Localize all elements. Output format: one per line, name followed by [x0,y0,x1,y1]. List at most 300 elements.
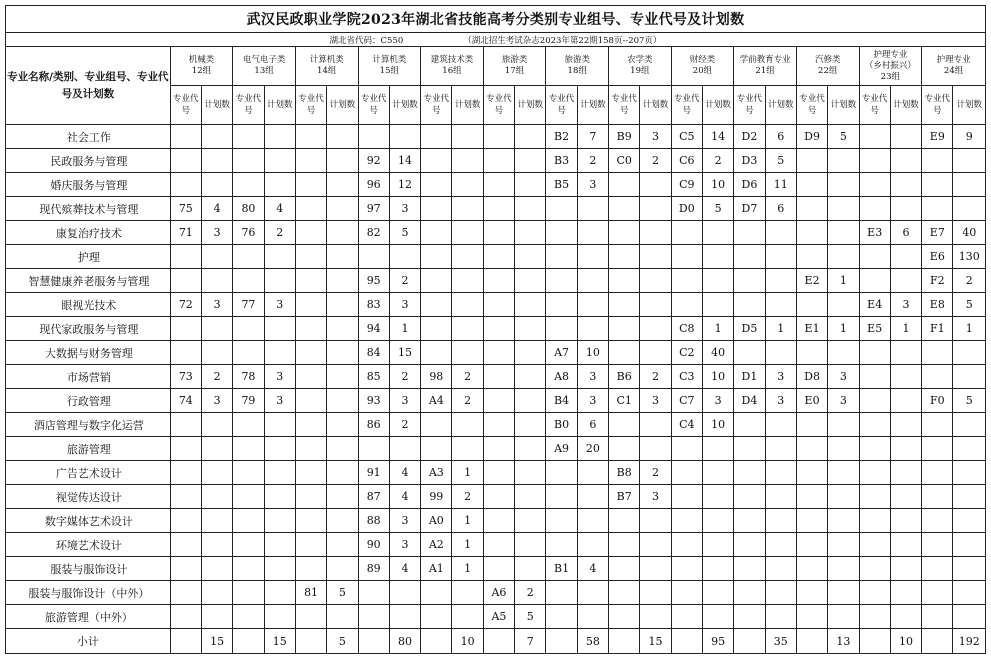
plan-count-cell [577,197,608,221]
table-row [6,341,986,365]
plan-count-cell: 12 [389,173,420,197]
plan-count-cell [765,221,796,245]
plan-count-cell [640,605,671,629]
plan-count-cell [828,437,859,461]
major-code-cell [483,437,514,461]
plan-count-cell: 7 [577,125,608,149]
major-code-cell [233,269,264,293]
major-code-cell [859,605,890,629]
major-code-cell: B1 [546,557,577,581]
plan-count-cell [327,389,358,413]
plan-count-cell [389,125,420,149]
table-row [6,461,986,485]
table-row [6,533,986,557]
code-col-header: 专业代号 [796,86,827,125]
major-code-cell [170,149,201,173]
major-code-cell [609,245,640,269]
total-label: 小计 [6,629,171,654]
major-code-cell [671,509,702,533]
plan-count-cell [515,557,546,581]
major-code-cell [671,245,702,269]
table-row [6,437,986,461]
group-header [609,47,672,86]
plan-count-cell: 2 [953,269,986,293]
table-row [6,389,986,413]
plan-count-cell [577,221,608,245]
plan-table [5,5,986,654]
major-code-cell: A0 [421,509,452,533]
major-code-cell: B7 [609,485,640,509]
major-code-cell [170,173,201,197]
plan-count-cell: 3 [201,389,232,413]
major-name: 旅游管理（中外） [6,605,171,629]
plan-count-cell [577,581,608,605]
plan-count-cell: 5 [327,581,358,605]
plan-count-cell [640,269,671,293]
major-code-cell [734,437,765,461]
plan-count-cell [264,317,295,341]
plan-count-cell [327,149,358,173]
major-code-cell [609,317,640,341]
major-code-cell [671,461,702,485]
plan-count-cell: 4 [389,557,420,581]
major-code-cell [922,557,953,581]
table-row [6,509,986,533]
major-code-cell [295,389,326,413]
major-code-cell [671,581,702,605]
major-code-cell [796,437,827,461]
major-code-cell [421,317,452,341]
plan-count-cell [515,317,546,341]
plan-count-cell [765,293,796,317]
plan-count-cell [452,317,483,341]
major-code-cell [922,365,953,389]
plan-count-cell [953,605,986,629]
group-label: 旅游类 17组 [501,55,528,76]
plan-col-header: 计划数 [828,86,859,125]
major-code-cell [796,341,827,365]
major-code-cell [295,173,326,197]
plan-count-cell: 4 [389,461,420,485]
plan-count-cell [828,509,859,533]
major-code-cell: B2 [546,125,577,149]
major-code-cell [358,581,389,605]
plan-count-cell [640,293,671,317]
plan-count-cell [828,461,859,485]
major-code-cell [421,149,452,173]
major-code-cell [796,581,827,605]
plan-count-cell [327,341,358,365]
plan-count-cell: 3 [389,293,420,317]
major-code-cell [421,293,452,317]
plan-count-cell [264,341,295,365]
major-code-cell: 85 [358,365,389,389]
page-title: 武汉民政职业学院2023年湖北省技能高考分类别专业组号、专业代号及计划数 [6,6,986,33]
plan-count-cell: 2 [577,149,608,173]
major-code-cell [734,581,765,605]
major-code-cell [734,245,765,269]
province-code: 湖北省代码：C550 [329,35,404,46]
major-code-cell [295,125,326,149]
major-code-cell [295,269,326,293]
group-header [859,47,922,86]
major-code-cell [796,461,827,485]
major-code-cell [233,317,264,341]
major-code-cell [421,125,452,149]
major-code-cell [421,197,452,221]
plan-count-cell [264,245,295,269]
total-cell: 15 [201,629,232,654]
major-code-cell [546,509,577,533]
major-code-cell [170,437,201,461]
plan-count-cell: 1 [765,317,796,341]
major-code-cell: B4 [546,389,577,413]
major-code-cell [546,461,577,485]
major-code-cell [922,413,953,437]
table-row [6,197,986,221]
plan-count-cell [201,413,232,437]
total-cell [546,629,577,654]
major-code-cell [170,461,201,485]
major-code-cell [483,413,514,437]
plan-count-cell [702,461,733,485]
plan-count-cell [890,245,921,269]
plan-count-cell: 11 [765,173,796,197]
major-code-cell [483,341,514,365]
code-col-header: 专业代号 [734,86,765,125]
plan-count-cell: 3 [577,173,608,197]
source-note: （湖北招生考试杂志2023年第22期158页--207页） [463,35,662,46]
plan-count-cell [765,413,796,437]
table-row [6,221,986,245]
plan-count-cell: 3 [640,485,671,509]
code-col-header: 专业代号 [170,86,201,125]
major-code-cell: 73 [170,365,201,389]
plan-count-cell [577,461,608,485]
total-cell: 10 [890,629,921,654]
major-code-cell [609,509,640,533]
major-code-cell [421,413,452,437]
table-row [6,581,986,605]
major-code-cell [483,461,514,485]
major-code-cell [671,485,702,509]
major-code-cell [859,437,890,461]
total-cell [170,629,201,654]
major-name: 视觉传达设计 [6,485,171,509]
plan-count-cell [452,437,483,461]
plan-count-cell [890,389,921,413]
code-col-header: 专业代号 [546,86,577,125]
major-code-cell: 71 [170,221,201,245]
plan-count-cell [515,389,546,413]
major-code-cell [233,533,264,557]
plan-count-cell [452,245,483,269]
major-code-cell [546,317,577,341]
plan-count-cell [765,461,796,485]
major-code-cell [671,533,702,557]
plan-count-cell [264,149,295,173]
major-code-cell: 84 [358,341,389,365]
major-code-cell [734,341,765,365]
plan-count-cell [953,581,986,605]
major-name: 眼视光技术 [6,293,171,317]
plan-count-cell [201,437,232,461]
plan-count-cell [953,461,986,485]
plan-count-cell: 130 [953,245,986,269]
plan-count-cell [953,509,986,533]
plan-count-cell [201,173,232,197]
major-code-cell [483,125,514,149]
major-code-cell [609,581,640,605]
plan-count-cell: 1 [828,317,859,341]
plan-count-cell [765,557,796,581]
major-code-cell [295,533,326,557]
group-label: 建筑技术类 16组 [430,55,474,76]
plan-count-cell: 3 [389,389,420,413]
major-code-cell [233,149,264,173]
table-row [6,269,986,293]
plan-count-cell [389,605,420,629]
group-header [295,47,358,86]
plan-count-cell: 2 [515,581,546,605]
major-code-cell [859,365,890,389]
major-code-cell: A2 [421,533,452,557]
major-name: 婚庆服务与管理 [6,173,171,197]
plan-count-cell: 2 [389,413,420,437]
plan-count-cell [201,245,232,269]
major-code-cell [922,461,953,485]
total-cell [233,629,264,654]
major-name: 护理 [6,245,171,269]
plan-count-cell: 3 [828,389,859,413]
plan-count-cell [577,317,608,341]
major-code-cell [295,221,326,245]
major-name: 康复治疗技术 [6,221,171,245]
major-code-cell: 93 [358,389,389,413]
plan-count-cell [702,509,733,533]
major-code-cell [796,293,827,317]
plan-count-cell [452,173,483,197]
group-label: 电气电子类 13组 [242,55,286,76]
plan-count-cell [577,293,608,317]
group-label: 护理专业 （乡村振兴）23组 [864,49,916,82]
plan-count-cell [828,557,859,581]
plan-count-cell [515,149,546,173]
major-code-cell [796,197,827,221]
plan-col-header: 计划数 [515,86,546,125]
major-code-cell [233,485,264,509]
major-code-cell: D3 [734,149,765,173]
major-code-cell: D0 [671,197,702,221]
major-name: 酒店管理与数字化运营 [6,413,171,437]
major-code-cell [734,533,765,557]
major-code-cell [671,605,702,629]
major-name: 现代殡葬技术与管理 [6,197,171,221]
major-code-cell [609,293,640,317]
plan-count-cell: 4 [264,197,295,221]
major-code-cell: C7 [671,389,702,413]
plan-count-cell [828,197,859,221]
plan-count-cell: 3 [828,365,859,389]
major-code-cell [859,581,890,605]
major-code-cell: C1 [609,389,640,413]
plan-count-cell [452,269,483,293]
major-code-cell [859,245,890,269]
plan-count-cell [890,557,921,581]
major-code-cell: B5 [546,173,577,197]
major-code-cell: B3 [546,149,577,173]
major-code-cell: C5 [671,125,702,149]
plan-count-cell: 1 [389,317,420,341]
document-page [5,5,986,654]
plan-count-cell: 10 [577,341,608,365]
plan-count-cell: 5 [953,389,986,413]
major-code-cell [546,533,577,557]
major-code-cell [922,197,953,221]
plan-count-cell [201,557,232,581]
plan-count-cell [890,125,921,149]
major-code-cell: F0 [922,389,953,413]
plan-count-cell [640,197,671,221]
plan-count-cell: 10 [702,413,733,437]
major-code-cell: 79 [233,389,264,413]
plan-count-cell: 3 [389,509,420,533]
table-row [6,125,986,149]
plan-count-cell [327,509,358,533]
major-code-cell [796,173,827,197]
plan-count-cell: 3 [264,293,295,317]
major-code-cell: B6 [609,365,640,389]
plan-count-cell [765,269,796,293]
plan-col-header: 计划数 [201,86,232,125]
major-code-cell [859,461,890,485]
major-code-cell [922,581,953,605]
plan-count-cell: 3 [201,221,232,245]
major-code-cell: D8 [796,365,827,389]
code-col-header: 专业代号 [609,86,640,125]
total-cell [483,629,514,654]
group-label: 农学类 19组 [627,55,653,76]
major-code-cell [295,485,326,509]
major-code-cell [483,485,514,509]
plan-count-cell: 10 [702,173,733,197]
plan-count-cell: 15 [389,341,420,365]
plan-count-cell [953,149,986,173]
plan-count-cell [640,581,671,605]
plan-count-cell: 1 [702,317,733,341]
major-name: 环境艺术设计 [6,533,171,557]
major-code-cell [796,557,827,581]
major-code-cell: A4 [421,389,452,413]
major-code-cell [734,413,765,437]
major-code-cell: A8 [546,365,577,389]
plan-count-cell [640,341,671,365]
plan-col-header: 计划数 [327,86,358,125]
major-code-cell [295,245,326,269]
major-code-cell [170,413,201,437]
plan-count-cell [765,485,796,509]
major-code-cell: C2 [671,341,702,365]
major-code-cell [609,221,640,245]
total-cell [859,629,890,654]
total-cell: 95 [702,629,733,654]
group-header [546,47,609,86]
plan-count-cell [640,557,671,581]
plan-count-cell [452,605,483,629]
major-code-cell [859,197,890,221]
plan-count-cell: 3 [389,533,420,557]
plan-count-cell: 3 [577,365,608,389]
group-label: 机械类 12组 [188,55,215,76]
major-code-cell [859,149,890,173]
major-code-cell [671,557,702,581]
major-code-cell: D6 [734,173,765,197]
plan-count-cell [953,533,986,557]
plan-count-cell: 6 [765,197,796,221]
plan-count-cell [327,221,358,245]
plan-count-cell [264,509,295,533]
plan-count-cell [765,341,796,365]
major-name: 服装与服饰设计 [6,557,171,581]
major-code-cell [546,485,577,509]
major-code-cell [483,173,514,197]
plan-count-cell: 1 [452,509,483,533]
total-cell [421,629,452,654]
major-code-cell [295,365,326,389]
plan-count-cell [577,533,608,557]
major-name: 市场营销 [6,365,171,389]
major-code-cell [358,437,389,461]
major-code-cell [734,485,765,509]
major-code-cell: E4 [859,293,890,317]
plan-count-cell: 5 [953,293,986,317]
major-code-cell [170,581,201,605]
plan-count-cell [953,437,986,461]
major-code-cell [922,173,953,197]
plan-col-header: 计划数 [890,86,921,125]
plan-count-cell [515,245,546,269]
major-code-cell [170,605,201,629]
major-code-cell [233,461,264,485]
table-row [6,413,986,437]
major-code-cell [233,245,264,269]
total-cell [609,629,640,654]
plan-count-cell: 5 [765,149,796,173]
plan-count-cell [201,509,232,533]
major-code-cell [170,125,201,149]
plan-count-cell [515,341,546,365]
plan-count-cell [577,269,608,293]
major-code-cell: D9 [796,125,827,149]
plan-count-cell [640,509,671,533]
plan-count-cell [890,269,921,293]
plan-count-cell [890,533,921,557]
plan-count-cell [201,605,232,629]
plan-count-cell [327,317,358,341]
major-code-cell [421,341,452,365]
plan-count-cell [389,581,420,605]
plan-count-cell: 1 [452,533,483,557]
major-code-cell: 88 [358,509,389,533]
subtitle [6,33,986,47]
major-code-cell: C6 [671,149,702,173]
plan-count-cell [515,197,546,221]
plan-count-cell [828,293,859,317]
major-code-cell [609,269,640,293]
plan-count-cell [327,413,358,437]
major-code-cell [233,557,264,581]
major-code-cell: 89 [358,557,389,581]
